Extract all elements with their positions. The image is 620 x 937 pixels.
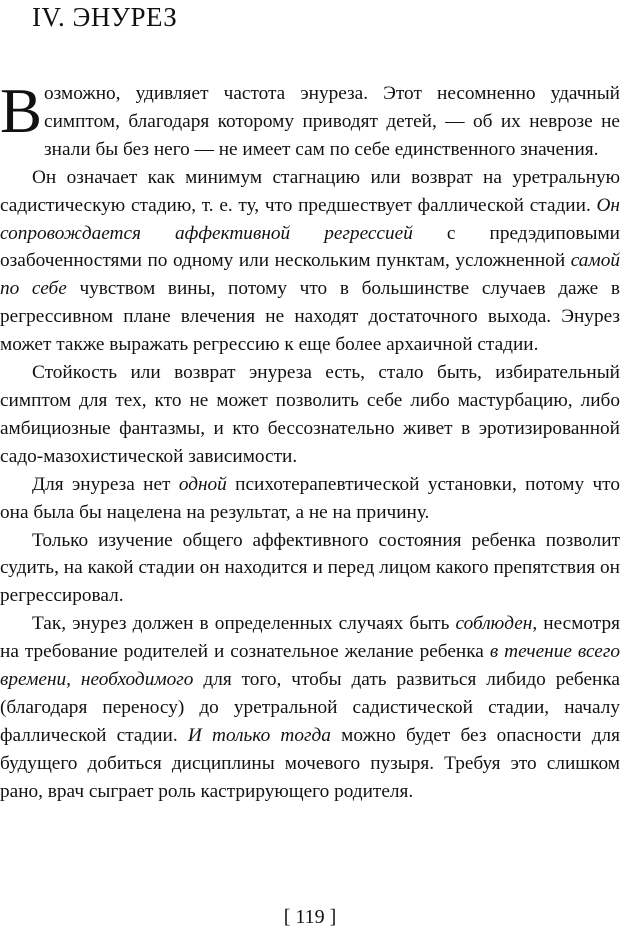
paragraph [0,471,620,527]
italic-text: в течение всего времени, необходимого [0,641,620,691]
chapter-title: IV. ЭНУРЕЗ [32,2,178,32]
text-run: , несмотря на требование родителей и сознательное желание ребенка [0,613,620,663]
text-run: для того, чтобы дать развиться либидо ребенка (благодаря переносу) до уретральной садистической стадии, началу фаллической стадии. [0,669,620,746]
text-run: Только изучение общего аффективного состояния ребенка позволит судить, на какой стадии он находится и перед лицом какого препятствия он регрессировал. [0,529,620,607]
italic-text: И только тогда [187,724,331,746]
text-run: Так, энурез должен в определенных случаях быть [32,613,456,635]
paragraph [0,359,620,471]
text-run: чувством вины, потому что в большинстве случаев даже в регрессивном плане влечения не находят достаточного выхода. Энурез может также выражать регрессию к еще более архаичной стадии. [0,278,620,356]
text-run: Стойкость или возврат энуреза есть, стало быть, избирательный симптом для тех, кто не может позволить себе либо мастурбацию, либо амбициозные фантазмы, и кто бессознательно живет в эротизированной садо-мазохистической зависимости. [0,362,620,467]
italic-text: одной [178,473,227,495]
page-number: [ 119 ] [283,906,337,928]
paragraph [0,76,620,164]
italic-text: Он сопровождается аффективной регрессией [0,194,620,244]
drop-cap: В [0,76,43,146]
italic-text: самой по себе [0,250,620,300]
text-run: Для энуреза нет [32,473,179,495]
italic-text: соблюден [455,613,533,635]
text-run: озможно, удивляет частота энуреза. Этот несомненно удачный симптом, благодаря которому приводят детей, — об их неврозе не знали бы без него — не имеет сам по себе единственного значения. [44,83,620,160]
text-run: Он означает как минимум стагнацию или возврат на уретральную садистическую стадию, т. е. ту, что предшествует фаллической стадии. [0,166,620,216]
paragraph [0,164,620,359]
paragraph [0,610,620,805]
text-run: можно будет без опасности для будущего добиться дисциплины мочевого пузыря. Требуя это слишком рано, врач сыграет роль кастрирующего родителя. [0,724,620,802]
chapter-body [0,76,620,806]
text-run: психотерапевтической установки, потому что она была бы нацелена на результат, а не на причину. [0,473,620,523]
paragraph [0,527,620,611]
text-run: с предэдиповыми озабоченностями по одному или нескольким пунктам, усложненной [0,222,620,272]
